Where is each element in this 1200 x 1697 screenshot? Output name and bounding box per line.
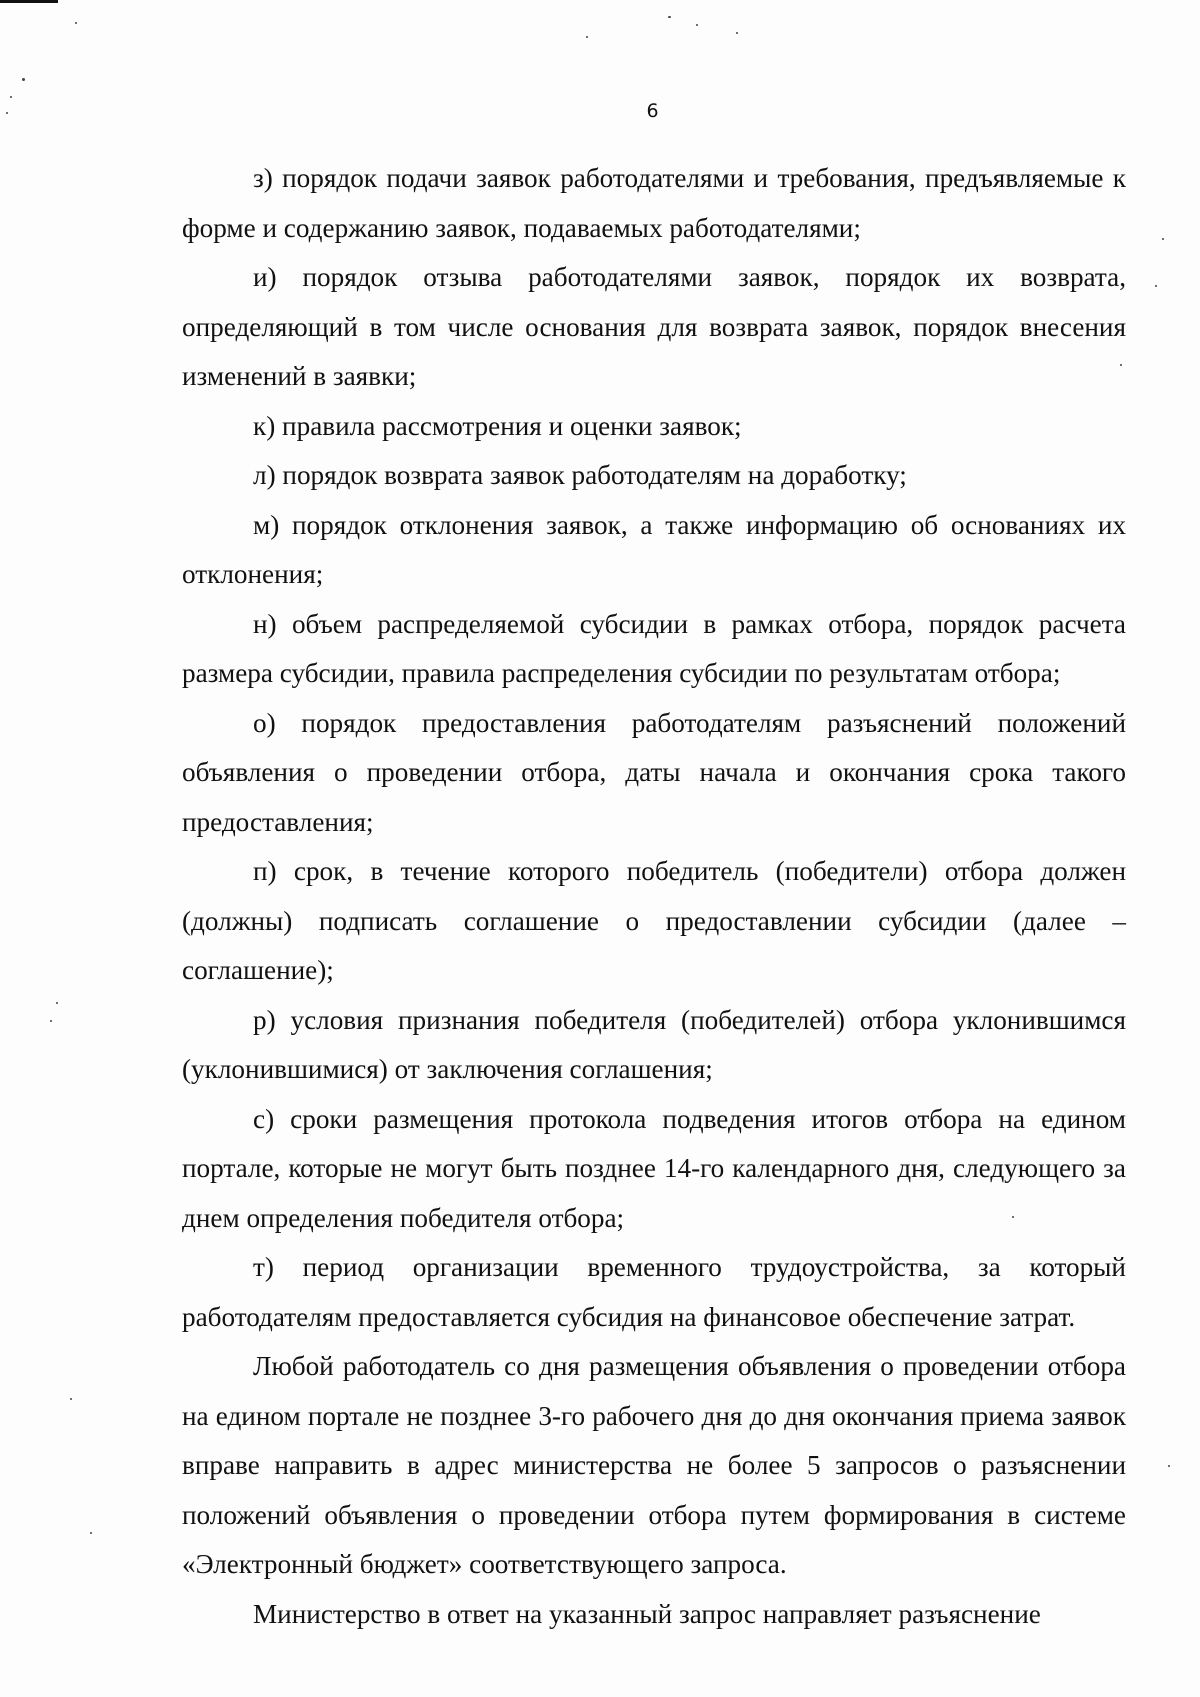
paragraph-l: л) порядок возврата заявок работодателям на доработку; bbox=[253, 460, 907, 490]
paragraph-o: о) порядок предоставления работодателям разъяснений положений объявления о проведении отбора, даты начала и окончания срока такого предоставления; bbox=[182, 707, 1126, 837]
scan-speck bbox=[1162, 238, 1164, 240]
scan-speck bbox=[75, 22, 77, 24]
scan-speck bbox=[70, 1398, 72, 1400]
paragraph-z: з) порядок подачи заявок работодателями и требования, предъявляемые к форме и содержанию заявок, подаваемых работодателями; bbox=[182, 163, 1126, 243]
scan-speck bbox=[1120, 364, 1122, 366]
scan-speck bbox=[736, 32, 738, 34]
paragraph-t: т) период организации временного трудоустройства, за который работодателям предоставляется субсидия на финансовое обеспечение затрат. bbox=[182, 1252, 1126, 1332]
paragraph-p: п) срок, в течение которого победитель (победители) отбора должен (должны) подписать соглашение о предоставлении субсидии (далее – соглашение); bbox=[182, 856, 1126, 985]
document-body bbox=[182, 154, 1126, 1639]
scan-corner-mark bbox=[0, 0, 58, 3]
paragraph-i: и) порядок отзыва работодателями заявок, порядок их возврата, определяющий в том числе основания для возврата заявок, порядок внесения изменений в заявки; bbox=[182, 262, 1126, 391]
scan-speck bbox=[22, 78, 25, 81]
scan-speck bbox=[1168, 1465, 1170, 1467]
paragraph-any-employer: Любой работодатель со дня размещения объявления о проведении отбора на едином портале не позднее 3-го рабочего дня до дня окончания приема заявок вправе направить в адрес министерства не более 5 запросов о разъяснении положений объявления о проведении отбора путем формирования в системе «Электронный бюджет» соответствующего запроса. bbox=[182, 1351, 1126, 1579]
paragraph-r: р) условия признания победителя (победителей) отбора уклонившимся (уклонившимися) от заключения соглашения; bbox=[182, 1004, 1126, 1084]
scan-speck bbox=[6, 112, 8, 114]
paragraph-s: с) сроки размещения протокола подведения итогов отбора на едином портале, которые не могут быть позднее 14-го календарного дня, следующего за днем определения победителя отбора; bbox=[182, 1103, 1126, 1233]
paragraph-m: м) порядок отклонения заявок, а также информацию об основаниях их отклонения; bbox=[182, 509, 1126, 589]
paragraph-n: н) объем распределяемой субсидии в рамках отбора, порядок расчета размера субсидии, правила распределения субсидии по результатам отбора; bbox=[182, 608, 1126, 688]
scan-speck bbox=[696, 24, 698, 26]
page-number: 6 bbox=[646, 100, 659, 122]
scan-speck bbox=[586, 36, 588, 38]
scan-speck bbox=[668, 16, 671, 18]
scan-speck bbox=[50, 1020, 52, 1022]
paragraph-ministry: Министерство в ответ на указанный запрос направляет разъяснение bbox=[253, 1598, 1041, 1629]
scan-speck bbox=[10, 96, 12, 98]
scan-speck bbox=[90, 1532, 92, 1534]
paragraph-k: к) правила рассмотрения и оценки заявок; bbox=[253, 410, 742, 441]
scan-speck bbox=[1012, 1216, 1014, 1218]
scan-speck bbox=[1155, 285, 1157, 287]
scan-speck bbox=[56, 1002, 58, 1004]
